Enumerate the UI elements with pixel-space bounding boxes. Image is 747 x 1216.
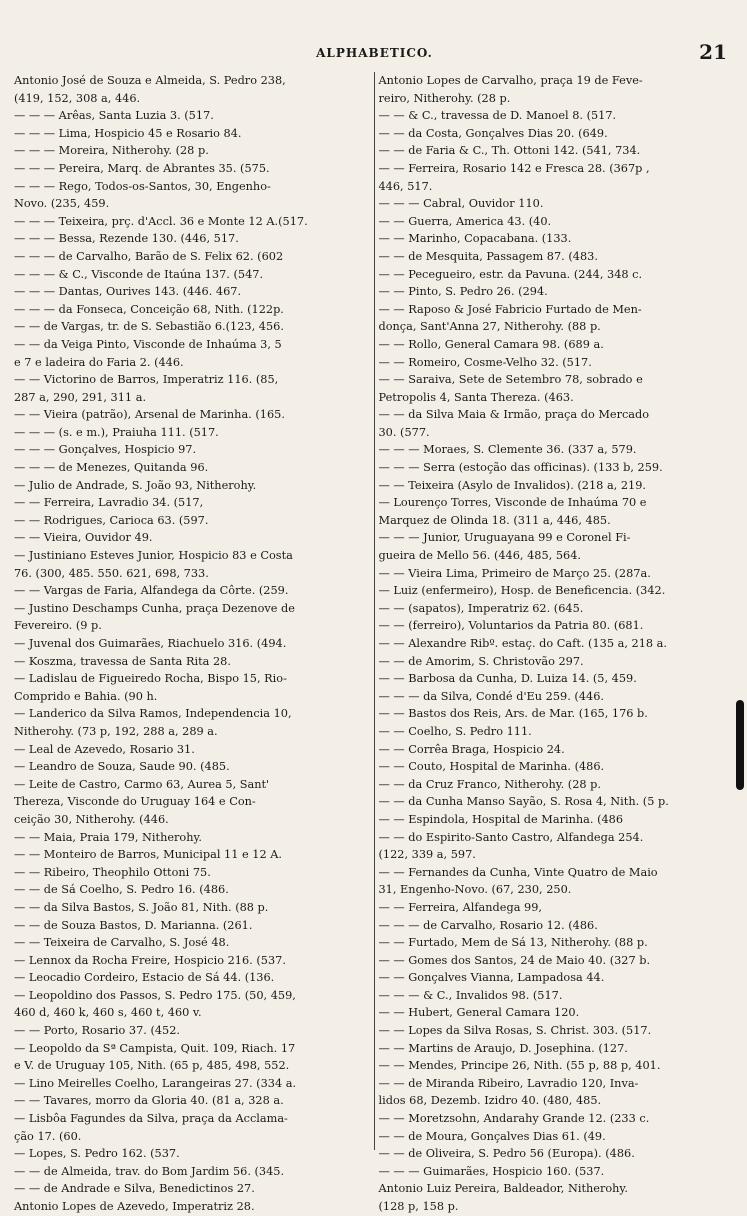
- directory-line: 446, 517.: [378, 179, 433, 193]
- directory-line: — — Ferreira, Lavradio 34. (517,: [14, 496, 204, 510]
- directory-line: e V. de Uruguay 105, Nith. (65 p, 485, 498, 552.: [14, 1059, 290, 1073]
- directory-line: 31, Engenho-Novo. (67, 230, 250.: [378, 883, 572, 897]
- directory-line: — Lisbôa Fagundes da Silva, praça da Acclama-: [14, 1112, 288, 1126]
- directory-line: — — de Oliveira, S. Pedro 56 (Europa). (486.: [378, 1147, 635, 1161]
- directory-line: — — Teixeira (Asylo de Invalidos). (218 a, 219.: [378, 478, 647, 492]
- directory-line: — — do Espirito-Santo Castro, Alfandega 254.: [378, 830, 644, 844]
- directory-line: — — de Miranda Ribeiro, Lavradio 120, Inva-: [378, 1076, 639, 1090]
- directory-line: — — — de Menezes, Quitanda 96.: [14, 461, 209, 475]
- directory-line: — Justino Deschamps Cunha, praça Dezenove de: [14, 601, 295, 615]
- directory-line: Thereza, Visconde do Uruguay 164 e Con-: [14, 795, 256, 809]
- directory-line: — — Mendes, Principe 26, Nith. (55 p, 88 p, 401.: [378, 1059, 661, 1073]
- directory-line: — — — Pereira, Marq. de Abrantes 35. (575.: [14, 161, 270, 175]
- directory-line: — — de Mesquita, Passagem 87. (483.: [378, 249, 598, 263]
- directory-line: — Leopoldo da Sª Campista, Quit. 109, Riach. 17: [14, 1041, 296, 1055]
- directory-line: Marquez de Olinda 18. (311 a, 446, 485.: [378, 513, 611, 527]
- directory-line: — Leocadio Cordeiro, Estacio de Sá 44. (136.: [14, 971, 275, 985]
- directory-line: — — da Cruz Franco, Nitherohy. (28 p.: [378, 777, 601, 791]
- directory-line: — Lourenço Torres, Visconde de Inhaúma 70 e: [378, 496, 647, 510]
- directory-line: — — Ribeiro, Theophilo Ottoni 75.: [14, 865, 211, 879]
- directory-line: — — — Rego, Todos-os-Santos, 30, Engenho-: [14, 179, 271, 193]
- directory-line: ceição 30, Nitherohy. (446.: [14, 812, 169, 826]
- directory-line: — — Teixeira de Carvalho, S. José 48.: [14, 936, 230, 950]
- directory-line: — — Pinto, S. Pedro 26. (294.: [378, 285, 548, 299]
- directory-line: gueira de Mello 56. (446, 485, 564.: [378, 549, 582, 563]
- page-number: 21: [699, 40, 727, 64]
- directory-columns: [14, 72, 734, 1213]
- directory-line: — — — Dantas, Ourives 143. (446. 467.: [14, 285, 242, 299]
- directory-line: Antonio Luiz Pereira, Baldeador, Nitherohy.: [378, 1182, 628, 1196]
- directory-line: ção 17. (60.: [14, 1129, 82, 1143]
- directory-line: — — Martins de Araujo, D. Josephina. (127.: [378, 1041, 628, 1055]
- directory-line: 460 d, 460 k, 460 s, 460 t, 460 v.: [14, 1006, 202, 1020]
- directory-line: — — Rodrigues, Carioca 63. (597.: [14, 513, 209, 527]
- directory-line: — — Alexandre Ribº. estaç. do Caft. (135 a, 218 a.: [378, 637, 667, 650]
- directory-line: — — da Veiga Pinto, Visconde de Inhaúma 3, 5: [14, 337, 282, 351]
- directory-line: (128 p, 158 p.: [378, 1200, 459, 1213]
- directory-line: — — — de Carvalho, Rosario 12. (486.: [378, 918, 598, 932]
- directory-line: — Julio de Andrade, S. João 93, Nitherohy.: [14, 478, 257, 492]
- directory-line: — Luiz (enfermeiro), Hosp. de Beneficencia. (342.: [378, 584, 666, 598]
- directory-line: — Leandro de Souza, Saude 90. (485.: [14, 760, 230, 774]
- directory-line: — — de Andrade e Silva, Benedictinos 27.: [14, 1182, 255, 1196]
- directory-line: — — — (s. e m.), Praiuha 111. (517.: [14, 425, 219, 439]
- directory-line: 287 a, 290, 291, 311 a.: [14, 390, 147, 404]
- directory-line: Antonio Lopes de Azevedo, Imperatriz 28.: [14, 1200, 255, 1213]
- directory-line: — — Espindola, Hospital de Marinha. (486: [378, 812, 624, 826]
- directory-line: — — Porto, Rosario 37. (452.: [14, 1024, 181, 1038]
- directory-line: — — — de Carvalho, Barão de S. Felix 62. (602: [14, 249, 284, 263]
- directory-line: 30. (577.: [378, 425, 430, 439]
- directory-line: — — Bastos dos Reis, Ars. de Mar. (165, 176 b.: [378, 707, 648, 721]
- directory-line: — Leal de Azevedo, Rosario 31.: [14, 742, 195, 756]
- directory-line: — — de Amorim, S. Christovão 297.: [378, 654, 584, 668]
- directory-line: — — Guerra, America 43. (40.: [378, 214, 552, 228]
- directory-line: — — Hubert, General Camara 120.: [378, 1006, 580, 1020]
- directory-line: — Landerico da Silva Ramos, Independencia 10,: [14, 707, 292, 721]
- directory-line: — Leopoldino dos Passos, S. Pedro 175. (50, 459,: [14, 988, 296, 1002]
- directory-line: — — & C., travessa de D. Manoel 8. (517.: [378, 109, 617, 123]
- directory-line: — Koszma, travessa de Santa Rita 28.: [14, 654, 231, 668]
- directory-line: 76. (300, 485. 550. 621, 698, 733.: [14, 566, 209, 580]
- directory-line: — — — Junior, Uruguayana 99 e Coronel Fi-: [378, 531, 631, 545]
- directory-line: Comprido e Bahia. (90 h.: [14, 689, 158, 703]
- directory-line: — — da Costa, Gonçalves Dias 20. (649.: [378, 126, 608, 140]
- directory-line: — — de Almeida, trav. do Bom Jardim 56. (345.: [14, 1164, 285, 1178]
- directory-line: — — Vieira Lima, Primeiro de Março 25. (287a.: [378, 566, 651, 580]
- ink-blot: [736, 700, 744, 790]
- directory-line: lidos 68, Dezemb. Izidro 40. (480, 485.: [378, 1094, 602, 1108]
- directory-line: — — — Serra (estoção das officinas). (133 b, 259.: [378, 461, 663, 475]
- directory-line: — Ladislau de Figueiredo Rocha, Bispo 15, Rio-: [14, 672, 287, 686]
- directory-line: — — — Moraes, S. Clemente 36. (337 a, 579.: [378, 443, 637, 457]
- directory-line: — — de Moura, Gonçalves Dias 61. (49.: [378, 1129, 606, 1143]
- directory-line: — — (sapatos), Imperatriz 62. (645.: [378, 601, 584, 615]
- directory-line: — — Moretzsohn, Andarahy Grande 12. (233 c.: [378, 1112, 650, 1126]
- directory-line: — — — Moreira, Nitherohy. (28 p.: [14, 144, 209, 158]
- directory-line: e 7 e ladeira do Faria 2. (446.: [14, 355, 184, 369]
- directory-line: — — Pecegueiro, estr. da Pavuna. (244, 348 c.: [378, 267, 643, 281]
- directory-line: — Lino Meirelles Coelho, Larangeiras 27. (334 a.: [14, 1076, 297, 1090]
- directory-line: — — Vieira (patrão), Arsenal de Marinha. (165.: [14, 408, 285, 422]
- directory-line: — — Victorino de Barros, Imperatriz 116. (85,: [14, 373, 279, 387]
- directory-line: — — — da Silva, Condé d'Eu 259. (446.: [378, 689, 604, 703]
- directory-line: — — Barbosa da Cunha, D. Luiza 14. (5, 459.: [378, 672, 637, 686]
- directory-line: — — — Guimarães, Hospicio 160. (537.: [378, 1164, 605, 1178]
- directory-line: — — — Bessa, Rezende 130. (446, 517.: [14, 232, 239, 246]
- directory-line: — — — Arêas, Santa Luzia 3. (517.: [14, 109, 214, 123]
- directory-line: reiro, Nitherohy. (28 p.: [378, 91, 511, 105]
- directory-line: donça, Sant'Anna 27, Nitherohy. (88 p.: [378, 320, 601, 334]
- directory-line: — — Vargas de Faria, Alfandega da Côrte. (259.: [14, 584, 289, 598]
- directory-line: — — Maia, Praia 179, Nitherohy.: [14, 830, 202, 844]
- directory-line: — — — & C., Invalidos 98. (517.: [378, 988, 563, 1002]
- directory-line: (122, 339 a, 597.: [378, 848, 476, 862]
- directory-line: — — Vieira, Ouvidor 49.: [14, 531, 153, 545]
- directory-line: Petropolis 4, Santa Thereza. (463.: [378, 390, 574, 404]
- directory-line: — — de Vargas, tr. de S. Sebastião 6.(123, 456.: [14, 320, 284, 334]
- directory-line: Novo. (235, 459.: [14, 197, 110, 211]
- directory-line: — — — Cabral, Ouvidor 110.: [378, 197, 544, 211]
- directory-line: — — Couto, Hospital de Marinha. (486.: [378, 760, 605, 774]
- directory-line: (419, 152, 308 a, 446.: [14, 91, 141, 105]
- page-header: [22, 40, 727, 68]
- page-title: ALPHABETICO.: [316, 46, 433, 60]
- directory-line: Antonio José de Souza e Almeida, S. Pedro 238,: [14, 74, 286, 87]
- directory-line: — — de Souza Bastos, D. Marianna. (261.: [14, 918, 253, 932]
- directory-line: — — de Faria & C., Th. Ottoni 142. (541, 734.: [378, 144, 641, 158]
- directory-line: — — da Cunha Manso Sayão, S. Rosa 4, Nith. (5 p.: [378, 795, 669, 809]
- directory-line: — — Corrêa Braga, Hospicio 24.: [378, 742, 565, 756]
- directory-line: — — Marinho, Copacabana. (133.: [378, 232, 572, 246]
- directory-line: — — Coelho, S. Pedro 111.: [378, 724, 532, 738]
- directory-line: — Leite de Castro, Carmo 63, Aurea 5, Sant': [14, 777, 270, 791]
- directory-line: — Lennox da Rocha Freire, Hospicio 216. (537.: [14, 953, 286, 967]
- directory-line: — — Tavares, morro da Gloria 40. (81 a, 328 a.: [14, 1094, 284, 1108]
- directory-line: — — Gomes dos Santos, 24 de Maio 40. (327 b.: [378, 953, 651, 967]
- directory-line: — — Ferreira, Rosario 142 e Fresca 28. (367p ,: [378, 161, 650, 175]
- directory-line: Antonio Lopes de Carvalho, praça 19 de Feve-: [378, 74, 643, 87]
- directory-line: Nitherohy. (73 p, 192, 288 a, 289 a.: [14, 724, 218, 738]
- directory-line: — — Raposo & José Fabricio Furtado de Men-: [378, 302, 642, 316]
- directory-line: — — da Silva Maia & Irmão, praça do Mercado: [378, 408, 650, 422]
- directory-line: — Justiniano Esteves Junior, Hospicio 83 e Costa: [14, 549, 293, 563]
- directory-line: — — — da Fonseca, Conceição 68, Nith. (122p.: [14, 302, 284, 316]
- directory-line: — — Gonçalves Vianna, Lampadosa 44.: [378, 971, 605, 985]
- directory-line: — — Rollo, General Camara 98. (689 a.: [378, 337, 604, 351]
- directory-line: — — Lopes da Silva Rosas, S. Christ. 303. (517.: [378, 1024, 652, 1038]
- directory-line: — — — Teixeira, prç. d'Accl. 36 e Monte 12 A.(517.: [14, 214, 308, 228]
- directory-line: — — Romeiro, Cosme-Velho 32. (517.: [378, 355, 592, 369]
- directory-line: Fevereiro. (9 p.: [14, 619, 102, 633]
- directory-line: — — de Sá Coelho, S. Pedro 16. (486.: [14, 883, 229, 897]
- right-column: [375, 72, 735, 1213]
- directory-line: — — (ferreiro), Voluntarios da Patria 80. (681.: [378, 619, 644, 633]
- directory-line: — — Furtado, Mem de Sá 13, Nitherohy. (88 p.: [378, 936, 648, 950]
- directory-line: — — — Lima, Hospicio 45 e Rosario 84.: [14, 126, 242, 140]
- directory-line: — — Saraiva, Sete de Setembro 78, sobrado e: [378, 373, 643, 387]
- directory-line: — — Monteiro de Barros, Municipal 11 e 12 A.: [14, 848, 282, 862]
- left-column: [14, 72, 375, 1213]
- directory-line: — Juvenal dos Guimarães, Riachuelo 316. (494.: [14, 637, 287, 650]
- directory-line: — — da Silva Bastos, S. João 81, Nith. (88 p.: [14, 900, 269, 914]
- directory-line: — — Fernandes da Cunha, Vinte Quatro de Maio: [378, 865, 658, 879]
- directory-line: — Lopes, S. Pedro 162. (537.: [14, 1147, 180, 1161]
- directory-line: — — — & C., Visconde de Itaúna 137. (547.: [14, 267, 264, 281]
- directory-line: — — Ferreira, Alfandega 99,: [378, 900, 543, 914]
- directory-line: — — — Gonçalves, Hospicio 97.: [14, 443, 197, 457]
